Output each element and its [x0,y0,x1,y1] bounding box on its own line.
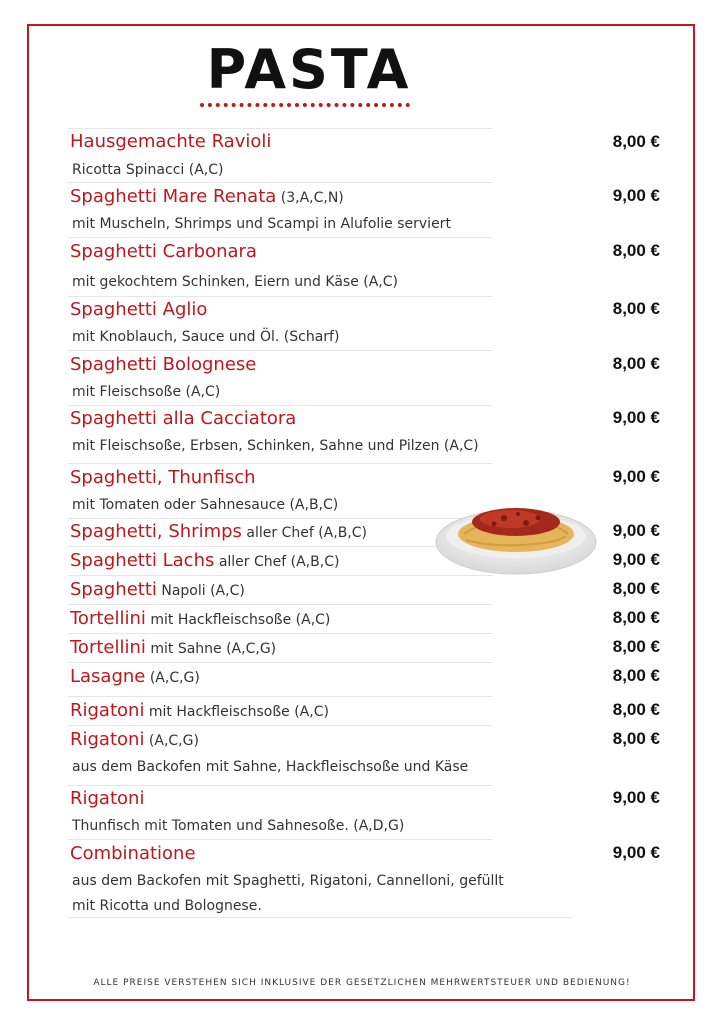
menu-item-name: Spaghetti, Shrimps aller Chef (A,B,C) [70,521,367,542]
item-separator [68,463,493,464]
menu-item-description: mit Tomaten oder Sahnesauce (A,B,C) [72,497,339,513]
item-separator [68,128,493,129]
item-separator [68,296,493,297]
menu-item-price: 8,00 € [612,354,660,373]
item-separator [68,633,493,634]
menu-item-price: 8,00 € [612,666,660,685]
menu-item-name: Tortellini mit Sahne (A,C,G) [70,637,277,658]
menu-item-description: mit Knoblauch, Sauce und Öl. (Scharf) [72,329,340,345]
menu-item-name: Spaghetti Lachs aller Chef (A,B,C) [70,550,340,571]
menu-item-price: 9,00 € [612,521,660,540]
item-separator [68,917,572,918]
item-separator [68,350,493,351]
menu-item-name: Spaghetti Mare Renata (3,A,C,N) [70,186,344,207]
menu-item-price: 8,00 € [612,637,660,656]
menu-item-name: Spaghetti alla Cacciatora [70,408,297,429]
menu-item-description: mit Fleischsoße, Erbsen, Schinken, Sahne und Pilzen (A,C) [72,438,479,454]
item-separator [68,839,493,840]
menu-item-price: 9,00 € [612,843,660,862]
menu-item-price: 9,00 € [612,550,660,569]
menu-item-description: aus dem Backofen mit Spaghetti, Rigatoni, Cannelloni, gefüllt [72,873,504,889]
title-dotted-divider [200,103,410,107]
menu-item-name: Hausgemachte Ravioli [70,131,272,152]
item-separator [68,662,493,663]
menu-item-price: 9,00 € [612,186,660,205]
item-separator [68,696,493,697]
menu-item-description: mit Muscheln, Shrimps und Scampi in Alufolie serviert [72,216,451,232]
menu-item-price: 8,00 € [612,608,660,627]
page-title: PASTA [206,38,412,101]
menu-item-description: Ricotta Spinacci (A,C) [72,162,224,178]
item-separator [68,518,493,519]
menu-item-name: Spaghetti Napoli (A,C) [70,579,245,600]
menu-item-description: aus dem Backofen mit Sahne, Hackfleischsoße und Käse [72,759,469,775]
menu-item-description: mit gekochtem Schinken, Eiern und Käse (A,C) [72,274,398,290]
menu-item-name: Spaghetti Aglio [70,299,208,320]
item-separator [68,546,493,547]
menu-item-price: 8,00 € [612,132,660,151]
item-separator [68,575,493,576]
item-separator [68,405,493,406]
menu-item-name: Combinatione [70,843,196,864]
spaghetti-plate-image [434,496,598,580]
item-separator [68,604,493,605]
menu-item-price: 8,00 € [612,299,660,318]
menu-item-name: Spaghetti Bolognese [70,354,257,375]
menu-item-name: Rigatoni mit Hackfleischsoße (A,C) [70,700,329,721]
menu-item-name: Rigatoni (A,C,G) [70,729,199,750]
menu-item-description: mit Fleischsoße (A,C) [72,384,221,400]
menu-item-description: Thunfisch mit Tomaten und Sahnesoße. (A,D,G) [72,818,405,834]
footer-note: ALLE PREISE VERSTEHEN SICH INKLUSIVE DER GESETZLICHEN MEHRWERTSTEUER UND BEDIENUNG! [93,978,631,988]
menu-item-price: 8,00 € [612,700,660,719]
menu-item-name: Rigatoni [70,788,145,809]
menu-item-price: 9,00 € [612,788,660,807]
menu-item-name: Tortellini mit Hackfleischsoße (A,C) [70,608,331,629]
item-separator [68,237,493,238]
menu-item-price: 9,00 € [612,467,660,486]
menu-item-name: Spaghetti, Thunfisch [70,467,256,488]
menu-item-price: 8,00 € [612,729,660,748]
item-separator [68,785,493,786]
item-separator [68,182,493,183]
menu-item-price: 8,00 € [612,579,660,598]
menu-item-price: 9,00 € [612,408,660,427]
menu-item-name: Lasagne (A,C,G) [70,666,200,687]
menu-item-description: mit Ricotta und Bolognese. [72,898,262,914]
menu-item-name: Spaghetti Carbonara [70,241,257,262]
item-separator [68,725,493,726]
menu-item-price: 8,00 € [612,241,660,260]
